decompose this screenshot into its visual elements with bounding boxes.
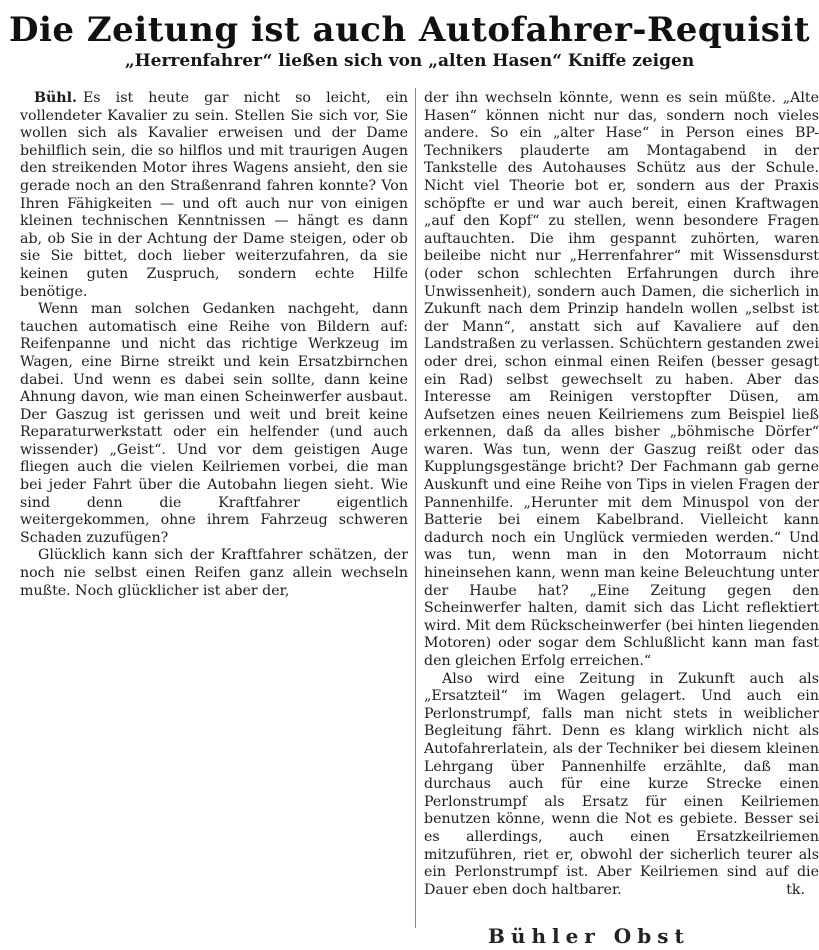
paragraph: Glücklich kann sich der Kraftfahrer schätzen, der noch nie selbst einen Reifen ganz allein wechseln mußte. Noch glücklicher ist aber der, [20, 547, 408, 599]
paragraph [424, 671, 819, 900]
paragraph [20, 90, 408, 301]
paragraph-text: Es ist heute gar nicht so leicht, ein vollendeter Kavalier zu sein. Stellen Sie sich vor, Sie wollen sich als Kavalier erweisen und der Dame behilflich sein, die so hilflos und mit traurigen Augen den streikenden Motor ihres Wagens ansieht, den sie gerade noch an den Straßenrand fahren konnte? Von Ihren Fähigkeiten — und oft auch nur von einigen kleinen technischen Kenntnissen — hängt es dann ab, ob Sie in der Achtung der Dame steigen, oder ob sie Sie bittet, doch lieber weiterzufahren, da sie keinen guten Zuspruch, sondern echte Hilfe benötige. [20, 90, 408, 300]
article-subheadline: „Herrenfahrer“ ließen sich von „alten Hasen“ Kniffe zeigen [124, 51, 695, 71]
article-headline: Die Zeitung ist auch Autofahrer-Requisit [8, 10, 811, 50]
paragraph: der ihn wechseln könnte, wenn es sein müßte. „Alte Hasen“ können nicht nur das, sondern noch vieles andere. So ein „alter Hase“ in Person eines BP-Technikers plauderte am Montagabend in der Tankstelle des Autohauses Schütz aus der Schule. Nicht viel Theorie bot er, sondern aus der Praxis schöpfte er und war auch bereit, einen Kraftwagen „auf den Kopf“ zu stellen, wenn besondere Fragen auftauchten. Die ihm gespannt zuhörten, waren beileibe nicht nur „Herrenfahrer“ mit Wissensdurst (oder schon schlechten Erfahrungen durch ihre Unwissenheit), sondern auch Damen, die sicherlich in Zukunft nach dem Prinzip handeln wollen „selbst ist der Mann“, anstatt sich auf Kavaliere auf den Landstraßen zu verlassen. Schüchtern gestanden zwei oder drei, schon einmal einen Reifen (besser gesagt ein Rad) selbst gewechselt zu haben. Aber das Interesse am Reinigen verstopfter Düsen, am Aufsetzen eines neuen Keilriemens zum Beispiel ließ erkennen, daß da alles bisher „böhmische Dörfer“ waren. Was tun, wenn der Gaszug reißt oder das Kupplungsgestänge bricht? Der Fachmann gab gerne Auskunft und eine Reihe von Tips in vielen Fragen der Pannenhilfe. „Herunter mit dem Minuspol von der Batterie bei einem Kabelbrand. Vielleicht kann dadurch noch ein Unglück vermieden werden.“ Und was tun, wenn man in den Motorraum nicht hineinsehen kann, wenn man keine Beleuchtung unter der Haube hat? „Eine Zeitung gegen den Scheinwerfer halten, damit sich das Licht reflektiert wird. Mit dem Rückscheinwerfer (bei hinten liegenden Motoren) oder sogar dem Schlußlicht kann man fast den gleichen Erfolg erreichen.“ [424, 90, 819, 669]
next-article-headline-fragment: Bühler Obst [488, 924, 690, 948]
dateline: Bühl. [34, 90, 77, 106]
paragraph-text: Also wird eine Zeitung in Zukunft auch als „Ersatzteil“ im Wagen gelagert. Und auch ein Perlonstrumpf, falls man nicht stets in weiblicher Begleitung fährt. Denn es klang wirklich nicht als Autofahrerlatein, als der Techniker bei diesem kleinen Lehrgang über Pannenhilfe erzählte, daß man durchaus auch für eine kurze Strecke einen Perlonstrumpf als Ersatz für einen Keilriemen benutzen könne, wenn die Not es gebiete. Besser sei es allerdings, auch einen Ersatzkeilriemen mitzuführen, riet er, obwohl der sicherlich teurer als ein Perlonstrumpf ist. Aber Keilriemen sind auf die Dauer eben doch haltbarer. [424, 670, 819, 898]
author-signature: tk. [786, 881, 805, 898]
article-column-2 [424, 90, 819, 920]
paragraph: Wenn man solchen Gedanken nachgeht, dann tauchen automatisch eine Reihe von Bildern auf: Reifenpanne und nicht das richtige Werkzeug im Wagen, eine Birne streikt und kein Ersatzbirnchen dabei. Und wenn es dabei sein sollte, dann keine Ahnung davon, wie man einen Scheinwerfer ausbaut. Der Gaszug ist gerissen und weit und breit keine Reparaturwerkstatt oder ein helfender (und auch wissender) „Geist“. Und vor dem geistigen Auge fliegen auch die vielen Keilriemen vorbei, die man bei jeder Fahrt über die Autobahn liegen sieht. Wie sind denn die Kraftfahrer eigentlich weitergekommen, ohne ihrem Fahrzeug schweren Schaden zuzufügen? [20, 301, 408, 546]
column-divider [415, 88, 416, 928]
article-column-1 [20, 90, 408, 599]
